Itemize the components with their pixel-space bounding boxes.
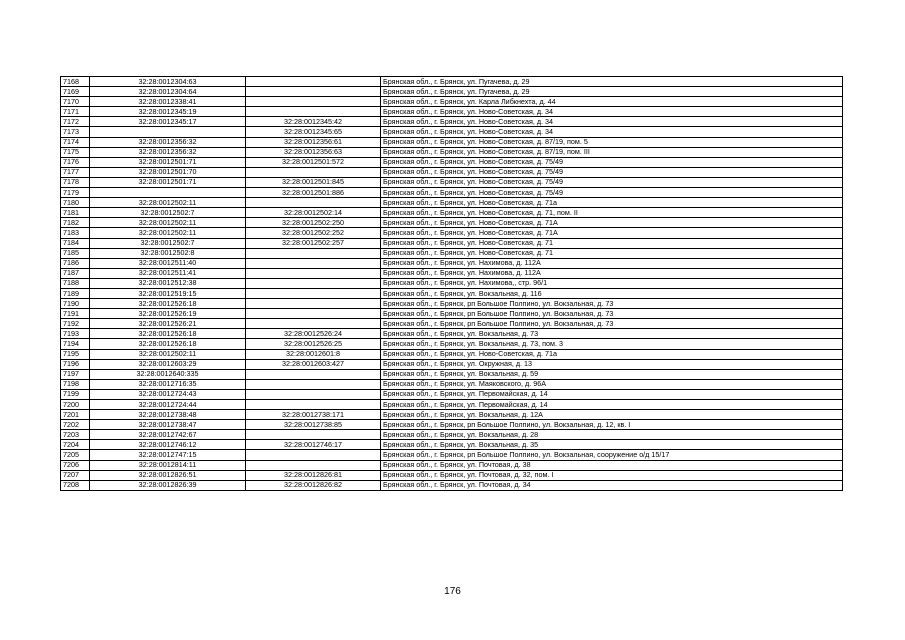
related-cadastral-number-cell <box>246 248 381 258</box>
cadastral-number-cell: 32:28:0012345:19 <box>90 107 246 117</box>
row-number-cell: 7188 <box>61 278 90 288</box>
related-cadastral-number-cell: 32:28:0012738:171 <box>246 410 381 420</box>
table-row <box>61 480 843 490</box>
table-row <box>61 167 843 177</box>
table-row <box>61 278 843 288</box>
address-cell: Брянская обл., г. Брянск, ул. Ново-Советская, д. 75/49 <box>381 157 843 167</box>
related-cadastral-number-cell <box>246 309 381 319</box>
table-row <box>61 228 843 238</box>
table-row <box>61 470 843 480</box>
page-number: 176 <box>444 586 461 597</box>
related-cadastral-number-cell: 32:28:0012502:257 <box>246 238 381 248</box>
related-cadastral-number-cell <box>246 369 381 379</box>
related-cadastral-number-cell <box>246 278 381 288</box>
row-number-cell: 7199 <box>61 389 90 399</box>
address-cell: Брянская обл., г. Брянск, ул. Первомайская, д. 14 <box>381 389 843 399</box>
address-cell: Брянская обл., г. Брянск, ул. Маяковского, д. 96А <box>381 379 843 389</box>
related-cadastral-number-cell <box>246 268 381 278</box>
row-number-cell: 7206 <box>61 460 90 470</box>
related-cadastral-number-cell: 32:28:0012501:572 <box>246 157 381 167</box>
table-row <box>61 420 843 430</box>
row-number-cell: 7189 <box>61 288 90 298</box>
address-cell: Брянская обл., г. Брянск, ул. Нахимова,, стр. 96/1 <box>381 278 843 288</box>
cadastral-number-cell: 32:28:0012502:11 <box>90 218 246 228</box>
address-cell: Брянская обл., г. Брянск, ул. Ново-Советская, д. 34 <box>381 127 843 137</box>
cadastral-number-cell: 32:28:0012511:40 <box>90 258 246 268</box>
related-cadastral-number-cell: 32:28:0012502:252 <box>246 228 381 238</box>
related-cadastral-number-cell <box>246 167 381 177</box>
table-row <box>61 440 843 450</box>
row-number-cell: 7190 <box>61 299 90 309</box>
address-cell: Брянская обл., г. Брянск, ул. Ново-Советская, д. 87/19, пом. 5 <box>381 137 843 147</box>
address-cell: Брянская обл., г. Брянск, ул. Ново-Советская, д. 34 <box>381 117 843 127</box>
related-cadastral-number-cell: 32:28:0012603:427 <box>246 359 381 369</box>
cadastral-number-cell: 32:28:0012356:32 <box>90 137 246 147</box>
address-cell: Брянская обл., г. Брянск, ул. Вокзальная, д. 73, пом. 3 <box>381 339 843 349</box>
row-number-cell: 7201 <box>61 410 90 420</box>
table-row <box>61 288 843 298</box>
address-cell: Брянская обл., г. Брянск, ул. Ново-Советская, д. 71А <box>381 228 843 238</box>
cadastral-number-cell: 32:28:0012501:71 <box>90 177 246 187</box>
cadastral-number-cell: 32:28:0012814:11 <box>90 460 246 470</box>
table-row <box>61 359 843 369</box>
table-body <box>61 77 843 491</box>
row-number-cell: 7197 <box>61 369 90 379</box>
cadastral-number-cell: 32:28:0012716:35 <box>90 379 246 389</box>
row-number-cell: 7184 <box>61 238 90 248</box>
address-cell: Брянская обл., г. Брянск, ул. Ново-Советская, д. 87/19, пом. III <box>381 147 843 157</box>
address-cell: Брянская обл., г. Брянск, ул. Вокзальная, д. 12А <box>381 410 843 420</box>
row-number-cell: 7192 <box>61 319 90 329</box>
cadastral-number-cell: 32:28:0012826:39 <box>90 480 246 490</box>
table-row <box>61 339 843 349</box>
row-number-cell: 7200 <box>61 400 90 410</box>
table-row <box>61 258 843 268</box>
row-number-cell: 7186 <box>61 258 90 268</box>
table-row <box>61 430 843 440</box>
address-cell: Брянская обл., г. Брянск, рп Большое Полпино, ул. Вокзальная, д. 73 <box>381 299 843 309</box>
table-row <box>61 450 843 460</box>
row-number-cell: 7187 <box>61 268 90 278</box>
row-number-cell: 7171 <box>61 107 90 117</box>
address-cell: Брянская обл., г. Брянск, ул. Ново-Советская, д. 75/49 <box>381 167 843 177</box>
table-row <box>61 460 843 470</box>
table-row <box>61 369 843 379</box>
address-cell: Брянская обл., г. Брянск, ул. Ново-Советская, д. 34 <box>381 107 843 117</box>
row-number-cell: 7191 <box>61 309 90 319</box>
cadastral-number-cell: 32:28:0012742:67 <box>90 430 246 440</box>
table-row <box>61 319 843 329</box>
cadastral-number-cell: 32:28:0012502:11 <box>90 198 246 208</box>
row-number-cell: 7173 <box>61 127 90 137</box>
cadastral-number-cell: 32:28:0012738:47 <box>90 420 246 430</box>
row-number-cell: 7181 <box>61 208 90 218</box>
row-number-cell: 7182 <box>61 218 90 228</box>
row-number-cell: 7183 <box>61 228 90 238</box>
address-cell: Брянская обл., г. Брянск, ул. Ново-Советская, д. 71, пом. II <box>381 208 843 218</box>
cadastral-number-cell: 32:28:0012603:29 <box>90 359 246 369</box>
related-cadastral-number-cell <box>246 87 381 97</box>
table-row <box>61 97 843 107</box>
cadastral-number-cell: 32:28:0012511:41 <box>90 268 246 278</box>
related-cadastral-number-cell: 32:28:0012502:14 <box>246 208 381 218</box>
row-number-cell: 7168 <box>61 77 90 87</box>
table-row <box>61 147 843 157</box>
cadastral-number-cell: 32:28:0012519:15 <box>90 288 246 298</box>
related-cadastral-number-cell: 32:28:0012526:24 <box>246 329 381 339</box>
related-cadastral-number-cell <box>246 450 381 460</box>
related-cadastral-number-cell: 32:28:0012526:25 <box>246 339 381 349</box>
address-cell: Брянская обл., г. Брянск, ул. Ново-Советская, д. 75/49 <box>381 188 843 198</box>
cadastral-number-cell: 32:28:0012640:335 <box>90 369 246 379</box>
row-number-cell: 7194 <box>61 339 90 349</box>
row-number-cell: 7202 <box>61 420 90 430</box>
address-cell: Брянская обл., г. Брянск, ул. Вокзальная, д. 28 <box>381 430 843 440</box>
related-cadastral-number-cell <box>246 379 381 389</box>
related-cadastral-number-cell: 32:28:0012501:886 <box>246 188 381 198</box>
address-cell: Брянская обл., г. Брянск, ул. Пугачева, д. 29 <box>381 87 843 97</box>
table-row <box>61 400 843 410</box>
cadastral-number-cell: 32:28:0012526:18 <box>90 329 246 339</box>
table-row <box>61 157 843 167</box>
row-number-cell: 7185 <box>61 248 90 258</box>
row-number-cell: 7179 <box>61 188 90 198</box>
related-cadastral-number-cell <box>246 107 381 117</box>
related-cadastral-number-cell: 32:28:0012356:63 <box>246 147 381 157</box>
table-row <box>61 389 843 399</box>
address-cell: Брянская обл., г. Брянск, ул. Вокзальная, д. 59 <box>381 369 843 379</box>
related-cadastral-number-cell <box>246 299 381 309</box>
table-row <box>61 198 843 208</box>
cadastral-number-cell: 32:28:0012724:44 <box>90 400 246 410</box>
table-row <box>61 188 843 198</box>
related-cadastral-number-cell <box>246 258 381 268</box>
address-cell: Брянская обл., г. Брянск, рп Большое Полпино, ул. Вокзальная, сооружение о/д 15/17 <box>381 450 843 460</box>
table-row <box>61 349 843 359</box>
table-row <box>61 309 843 319</box>
related-cadastral-number-cell <box>246 430 381 440</box>
cadastral-number-cell: 32:28:0012746:12 <box>90 440 246 450</box>
address-cell: Брянская обл., г. Брянск, ул. Ново-Советская, д. 71 <box>381 238 843 248</box>
row-number-cell: 7193 <box>61 329 90 339</box>
cadastral-number-cell: 32:28:0012526:19 <box>90 309 246 319</box>
cadastral-number-cell: 32:28:0012502:7 <box>90 238 246 248</box>
row-number-cell: 7174 <box>61 137 90 147</box>
cadastral-number-cell: 32:28:0012304:64 <box>90 87 246 97</box>
row-number-cell: 7204 <box>61 440 90 450</box>
table-row <box>61 299 843 309</box>
table-row <box>61 410 843 420</box>
row-number-cell: 7207 <box>61 470 90 480</box>
cadastral-number-cell: 32:28:0012356:32 <box>90 147 246 157</box>
related-cadastral-number-cell: 32:28:0012738:85 <box>246 420 381 430</box>
address-cell: Брянская обл., г. Брянск, ул. Вокзальная, д. 73 <box>381 329 843 339</box>
table-row <box>61 329 843 339</box>
row-number-cell: 7169 <box>61 87 90 97</box>
table-row <box>61 107 843 117</box>
address-cell: Брянская обл., г. Брянск, ул. Пугачева, д. 29 <box>381 77 843 87</box>
address-cell: Брянская обл., г. Брянск, ул. Первомайская, д. 14 <box>381 400 843 410</box>
cadastral-number-cell: 32:28:0012526:21 <box>90 319 246 329</box>
table-row <box>61 238 843 248</box>
address-cell: Брянская обл., г. Брянск, ул. Вокзальная, д. 35 <box>381 440 843 450</box>
row-number-cell: 7203 <box>61 430 90 440</box>
row-number-cell: 7176 <box>61 157 90 167</box>
cadastral-number-cell <box>90 188 246 198</box>
address-cell: Брянская обл., г. Брянск, ул. Нахимова, д. 112А <box>381 268 843 278</box>
cadastral-number-cell: 32:28:0012501:70 <box>90 167 246 177</box>
cadastral-number-cell: 32:28:0012512:38 <box>90 278 246 288</box>
table-row <box>61 177 843 187</box>
related-cadastral-number-cell: 32:28:0012826:81 <box>246 470 381 480</box>
related-cadastral-number-cell <box>246 400 381 410</box>
cadastral-number-cell: 32:28:0012304:63 <box>90 77 246 87</box>
cadastral-number-cell: 32:28:0012526:18 <box>90 299 246 309</box>
table-row <box>61 77 843 87</box>
cadastral-number-cell: 32:28:0012738:48 <box>90 410 246 420</box>
table-row <box>61 87 843 97</box>
table-row <box>61 379 843 389</box>
cadastral-table <box>60 76 843 491</box>
table-row <box>61 127 843 137</box>
cadastral-number-cell: 32:28:0012502:7 <box>90 208 246 218</box>
address-cell: Брянская обл., г. Брянск, ул. Ново-Советская, д. 71А <box>381 218 843 228</box>
row-number-cell: 7205 <box>61 450 90 460</box>
address-cell: Брянская обл., г. Брянск, ул. Вокзальная, д. 116 <box>381 288 843 298</box>
related-cadastral-number-cell <box>246 198 381 208</box>
address-cell: Брянская обл., г. Брянск, рп Большое Полпино, ул. Вокзальная, д. 73 <box>381 309 843 319</box>
related-cadastral-number-cell <box>246 77 381 87</box>
table-row <box>61 268 843 278</box>
address-cell: Брянская обл., г. Брянск, ул. Ново-Советская, д. 71а <box>381 349 843 359</box>
cadastral-number-cell <box>90 127 246 137</box>
table-row <box>61 137 843 147</box>
table-row <box>61 208 843 218</box>
table-row <box>61 218 843 228</box>
cadastral-number-cell: 32:28:0012502:8 <box>90 248 246 258</box>
address-cell: Брянская обл., г. Брянск, рп Большое Полпино, ул. Вокзальная, д. 12, кв. I <box>381 420 843 430</box>
address-cell: Брянская обл., г. Брянск, ул. Карла Либкнехта, д. 44 <box>381 97 843 107</box>
cadastral-number-cell: 32:28:0012338:41 <box>90 97 246 107</box>
row-number-cell: 7196 <box>61 359 90 369</box>
related-cadastral-number-cell: 32:28:0012356:61 <box>246 137 381 147</box>
row-number-cell: 7178 <box>61 177 90 187</box>
address-cell: Брянская обл., г. Брянск, ул. Почтовая, д. 34 <box>381 480 843 490</box>
cadastral-number-cell: 32:28:0012501:71 <box>90 157 246 167</box>
related-cadastral-number-cell <box>246 288 381 298</box>
address-cell: Брянская обл., г. Брянск, ул. Нахимова, д. 112А <box>381 258 843 268</box>
related-cadastral-number-cell: 32:28:0012826:82 <box>246 480 381 490</box>
cadastral-number-cell: 32:28:0012724:43 <box>90 389 246 399</box>
table-row <box>61 117 843 127</box>
cadastral-number-cell: 32:28:0012502:11 <box>90 228 246 238</box>
related-cadastral-number-cell: 32:28:0012345:42 <box>246 117 381 127</box>
cadastral-number-cell: 32:28:0012502:11 <box>90 349 246 359</box>
row-number-cell: 7170 <box>61 97 90 107</box>
row-number-cell: 7175 <box>61 147 90 157</box>
address-cell: Брянская обл., г. Брянск, ул. Окружная, д. 13 <box>381 359 843 369</box>
related-cadastral-number-cell: 32:28:0012502:250 <box>246 218 381 228</box>
address-cell: Брянская обл., г. Брянск, ул. Почтовая, д. 32, пом. I <box>381 470 843 480</box>
related-cadastral-number-cell <box>246 319 381 329</box>
related-cadastral-number-cell <box>246 460 381 470</box>
related-cadastral-number-cell: 32:28:0012345:65 <box>246 127 381 137</box>
address-cell: Брянская обл., г. Брянск, ул. Ново-Советская, д. 71 <box>381 248 843 258</box>
address-cell: Брянская обл., г. Брянск, рп Большое Полпино, ул. Вокзальная, д. 73 <box>381 319 843 329</box>
related-cadastral-number-cell: 32:28:0012746:17 <box>246 440 381 450</box>
related-cadastral-number-cell <box>246 97 381 107</box>
row-number-cell: 7195 <box>61 349 90 359</box>
table-row <box>61 248 843 258</box>
address-cell: Брянская обл., г. Брянск, ул. Почтовая, д. 38 <box>381 460 843 470</box>
row-number-cell: 7208 <box>61 480 90 490</box>
cadastral-number-cell: 32:28:0012826:51 <box>90 470 246 480</box>
cadastral-number-cell: 32:28:0012747:15 <box>90 450 246 460</box>
address-cell: Брянская обл., г. Брянск, ул. Ново-Советская, д. 75/49 <box>381 177 843 187</box>
cadastral-number-cell: 32:28:0012526:18 <box>90 339 246 349</box>
related-cadastral-number-cell <box>246 389 381 399</box>
address-cell: Брянская обл., г. Брянск, ул. Ново-Советская, д. 71а <box>381 198 843 208</box>
row-number-cell: 7172 <box>61 117 90 127</box>
cadastral-number-cell: 32:28:0012345:17 <box>90 117 246 127</box>
related-cadastral-number-cell: 32:28:0012601:8 <box>246 349 381 359</box>
related-cadastral-number-cell: 32:28:0012501:845 <box>246 177 381 187</box>
row-number-cell: 7177 <box>61 167 90 177</box>
row-number-cell: 7198 <box>61 379 90 389</box>
row-number-cell: 7180 <box>61 198 90 208</box>
